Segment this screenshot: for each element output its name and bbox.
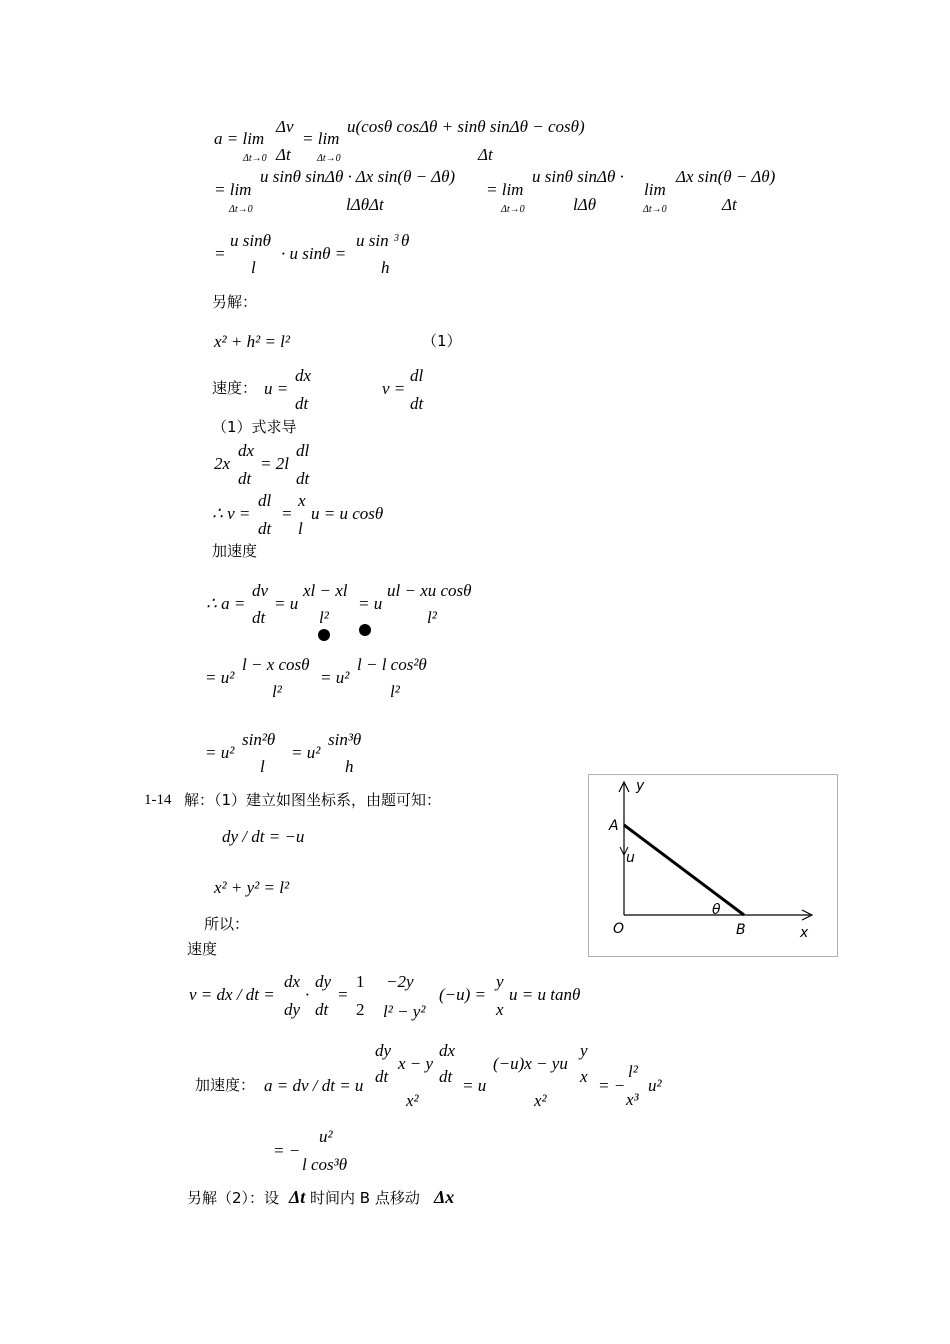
v-num: dl: [410, 366, 424, 385]
eq-a1-num2: xl − xl: [303, 581, 348, 600]
u-eq: u =: [264, 379, 289, 398]
eq3-num2: u sin: [356, 231, 389, 250]
eq-acc-eq-u: = u: [462, 1076, 487, 1095]
eq-pythagoras: x² + h² = l²: [214, 332, 291, 351]
eq-acc-num-c: (−u)x − yu: [493, 1054, 568, 1073]
eq3-num1: u sinθ: [230, 231, 271, 250]
eq-a3-eq2: = u²: [291, 743, 321, 762]
x-axis-label: x: [800, 925, 809, 941]
v-den: dt: [410, 394, 424, 413]
eq-acc-den-main2: x²: [534, 1091, 547, 1110]
eq-a3-den1: l: [260, 757, 265, 776]
eq-a2-eq2: = u²: [320, 668, 350, 687]
eq-a3-den2: h: [345, 757, 354, 776]
eq2-num3: Δx sin(θ − Δθ): [676, 167, 776, 186]
eq1-den2: Δt: [478, 145, 493, 164]
angle-label: θ: [712, 902, 721, 918]
eq-vel-dot: ·: [305, 985, 310, 1004]
eq2-den1: lΔθΔt: [346, 195, 384, 214]
last-line-dt: Δt: [289, 1187, 306, 1207]
eq-vel-rhs: u = u tanθ: [509, 985, 581, 1004]
eq-vel-den2: dt: [315, 1000, 329, 1019]
eq-a1-eq-u2: = u: [358, 594, 383, 613]
eq3-mid: · u sinθ =: [281, 244, 347, 263]
eq-acc-den-b: dt: [439, 1067, 453, 1086]
last-line-middle: 时间内 B 点移动: [310, 1189, 420, 1207]
eq-acc-den-e: x³: [626, 1090, 639, 1109]
velocity-label-2: 速度: [187, 940, 218, 958]
eq2-sub2: Δt→0: [501, 204, 525, 215]
eq-vel-den1: dy: [284, 1000, 301, 1019]
eq-a3-eq1: = u²: [205, 743, 235, 762]
eq-vel-num5: y: [496, 972, 504, 991]
point-a-label: A: [609, 818, 619, 834]
eq-a1-den3: l²: [427, 608, 437, 627]
eq-acc-label: 加速度：: [195, 1076, 256, 1094]
eq-acc2-eq: = −: [273, 1141, 301, 1160]
eq-v-num2: x: [298, 491, 306, 510]
eq2-sub3: Δt→0: [643, 204, 667, 215]
eq-dydt: dy / dt = −u: [222, 827, 305, 846]
last-line-prefix: 另解（2）：设: [187, 1189, 280, 1207]
eq-diff-den1: dt: [238, 469, 252, 488]
derive-label: （1）式求导: [212, 418, 297, 436]
eq-acc-mid-a: x − y: [398, 1054, 434, 1073]
eq-a2-eq1: = u²: [205, 668, 235, 687]
eq-acc2-den: l cos³θ: [302, 1155, 348, 1174]
eq-vel-num3: 1: [356, 972, 365, 991]
eq-diff-num1: dx: [238, 441, 255, 460]
eq-vel-lhs: v = dx / dt =: [189, 985, 275, 1004]
eq-acc2-num: u²: [319, 1127, 333, 1146]
eq2-num1: u sinθ sinΔθ · Δx sin(θ − Δθ): [260, 167, 456, 186]
coordinate-figure: [588, 774, 838, 957]
eq-acc-num-e: l²: [628, 1062, 638, 1081]
eq-a2-num1: l − x cosθ: [242, 655, 310, 674]
eq-vel-eq: =: [337, 985, 349, 1004]
eq-acc-num-a: dy: [375, 1041, 392, 1060]
eq-acc-eq-neg: = −: [598, 1076, 626, 1095]
accel-label: 加速度: [212, 542, 258, 560]
eq-v-eq: =: [281, 504, 293, 523]
eq-a1-den2: l²: [319, 608, 329, 627]
eq-vel-mid: (−u) =: [439, 985, 487, 1004]
problem-number: 1-14: [144, 792, 172, 808]
problem-intro: 解：（1）建立如图坐标系，由题可知：: [184, 791, 442, 809]
eq-a1-eq-u: = u: [274, 594, 299, 613]
eq3-num2-sup: 3: [394, 233, 399, 244]
eq-v-den1: dt: [258, 519, 272, 538]
eq3-den2: h: [381, 258, 390, 277]
eq-acc-num-b: dx: [439, 1041, 456, 1060]
eq3-eq: =: [214, 244, 226, 263]
eq-vel-num4: −2y: [386, 972, 414, 991]
eq-acc-den-d: x: [580, 1067, 588, 1086]
eq-acc-den-a: dt: [375, 1067, 389, 1086]
eq-tag-1: （1）: [422, 332, 462, 350]
dot-marker-2: [359, 624, 371, 636]
eq3-num2-end: θ: [401, 231, 410, 250]
eq-v-rhs: u = u cosθ: [311, 504, 384, 523]
dot-marker-1: [318, 629, 330, 641]
point-b-label: B: [736, 922, 746, 938]
eq2-den2: lΔθ: [573, 195, 597, 214]
eq1-den1: Δt: [276, 145, 291, 164]
eq2-lim3: lim: [644, 180, 666, 199]
eq1-num2: u(cosθ cosΔθ + sinθ sinΔθ − cosθ): [347, 117, 585, 136]
eq-a2-num2: l − l cos²θ: [357, 655, 427, 674]
point-o-label: O: [613, 921, 625, 937]
eq-vel-num2: dy: [315, 972, 332, 991]
u-den: dt: [295, 394, 309, 413]
eq-a1-num3: ul − xu cosθ: [387, 581, 472, 600]
eq2-eq-lim: = lim: [214, 180, 252, 199]
eq-diff-den2: dt: [296, 469, 310, 488]
eq-acc-den-main: x²: [406, 1091, 419, 1110]
eq-v-num1: dl: [258, 491, 272, 510]
eq2-num2: u sinθ sinΔθ ·: [532, 167, 624, 186]
eq2-eq-lim2: = lim: [486, 180, 524, 199]
eq1-eq-lim: = lim: [302, 129, 340, 148]
eq-diff-lhs: 2x: [214, 454, 231, 473]
eq-v-den2: l: [298, 519, 303, 538]
eq2-den3: Δt: [722, 195, 737, 214]
eq-acc-lhs: a = dv / dt = u: [264, 1076, 364, 1095]
eq1-lhs: a = lim: [214, 129, 265, 148]
eq-v-lhs: ∴ v =: [212, 504, 251, 523]
eq-a1-lhs: ∴ a =: [206, 594, 246, 613]
eq-a1-den1: dt: [252, 608, 266, 627]
eq-diff-mid: = 2l: [260, 454, 289, 473]
eq-a2-den1: l²: [272, 682, 282, 701]
eq-acc-num-d: y: [580, 1041, 588, 1060]
eq-a3-num1: sin²θ: [242, 730, 276, 749]
eq1-sub1: Δt→0: [243, 153, 267, 164]
velocity-label: u: [626, 850, 635, 866]
so-label: 所以：: [204, 915, 250, 933]
eq2-sub1: Δt→0: [229, 204, 253, 215]
u-num: dx: [295, 366, 312, 385]
eq-a2-den2: l²: [390, 682, 400, 701]
eq-vel-den3: 2: [356, 1000, 365, 1019]
v-eq: v =: [382, 379, 406, 398]
eq-acc-tail: u²: [648, 1076, 662, 1095]
eq-circle: x² + y² = l²: [214, 878, 290, 897]
eq1-sub2: Δt→0: [317, 153, 341, 164]
eq3-den1: l: [251, 258, 256, 277]
eq1-num1: Δv: [276, 117, 294, 136]
eq-a1-num1: dv: [252, 581, 269, 600]
y-axis-label: y: [636, 778, 645, 794]
eq-diff-num2: dl: [296, 441, 310, 460]
eq-vel-den4: l² − y²: [383, 1002, 426, 1021]
alt-solution-label: 另解：: [212, 293, 258, 311]
eq-a3-num2: sin³θ: [328, 730, 362, 749]
eq-vel-den5: x: [496, 1000, 504, 1019]
last-line-dx: Δx: [434, 1187, 455, 1207]
velocity-label: 速度：: [212, 379, 258, 397]
eq-vel-num1: dx: [284, 972, 301, 991]
